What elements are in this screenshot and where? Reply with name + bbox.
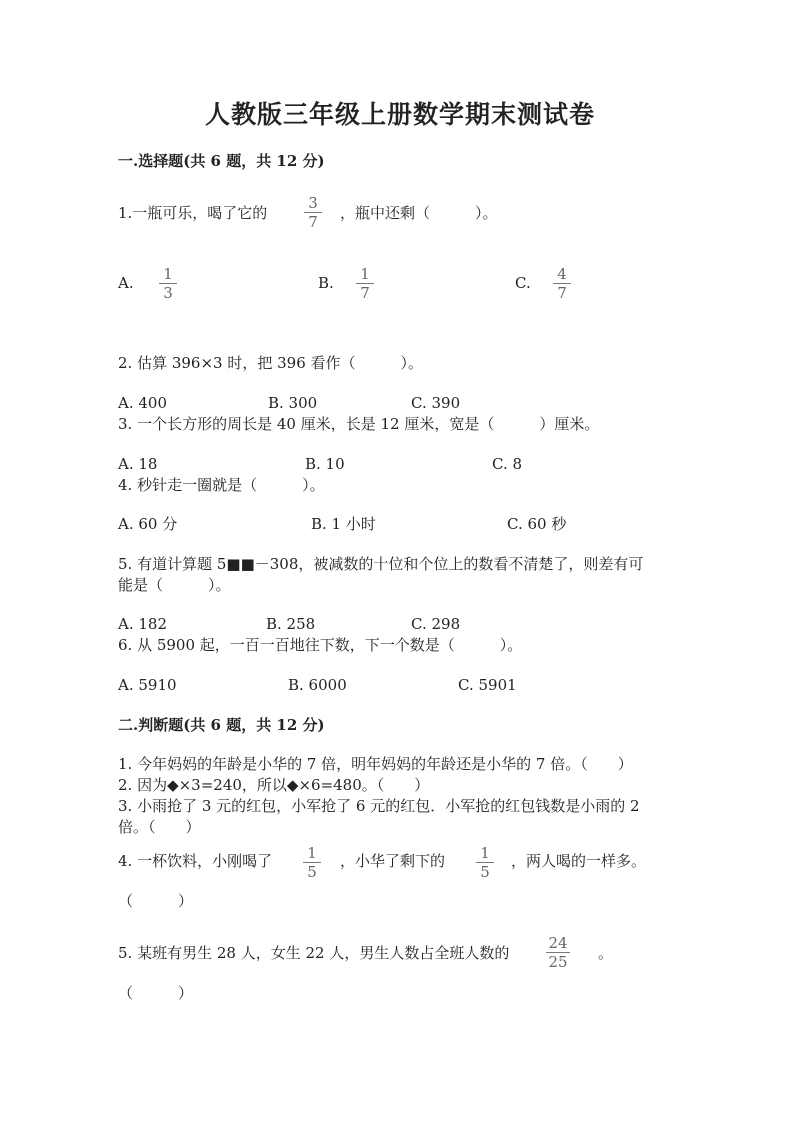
- q5-text-line2: 能是（ ）。: [118, 576, 231, 594]
- q4-option-b: B. 1 小时: [311, 515, 376, 533]
- q1-option-b-fraction: 1 7: [354, 266, 376, 301]
- q4-option-c: C. 60 秒: [507, 515, 567, 533]
- q5-option-b: B. 258: [266, 615, 316, 633]
- q1-text-post: ，瓶中还剩（ ）。: [340, 204, 498, 222]
- q3-option-a: A. 18: [118, 455, 158, 473]
- judge-q3-text-line1: 3. 小雨抢了 3 元的红包，小军抢了 6 元的红包．小军抢的红包钱数是小雨的 2: [118, 797, 640, 815]
- judge-q4-text-post: ，两人喝的一样多。: [511, 852, 647, 870]
- q1-option-c-label: C.: [515, 274, 531, 292]
- q5-text-line1: 5. 有道计算题 5■■－308，被减数的十位和个位上的数看不清楚了，则差有可: [118, 555, 644, 573]
- q3-option-c: C. 8: [492, 455, 523, 473]
- q6-text: 6. 从 5900 起，一百一百地往下数，下一个数是（ ）。: [118, 636, 523, 654]
- judge-q1-text: 1. 今年妈妈的年龄是小华的 7 倍，明年妈妈的年龄还是小华的 7 倍。（ ）: [118, 755, 633, 773]
- judge-q4-blank: （ ）: [118, 892, 194, 910]
- q2-text: 2. 估算 396×3 时，把 396 看作（ ）。: [118, 354, 424, 372]
- judge-q5-blank: （ ）: [118, 984, 194, 1002]
- q1-option-c-fraction: 4 7: [551, 266, 573, 301]
- q1-option-a-label: A.: [118, 274, 134, 292]
- judge-q5-fraction: 24 25: [544, 935, 572, 970]
- q6-option-c: C. 5901: [458, 676, 517, 694]
- q1-option-a-fraction: 1 3: [157, 266, 179, 301]
- q2-option-c: C. 390: [411, 394, 461, 412]
- judge-q5-text-pre: 5. 某班有男生 28 人，女生 22 人，男生人数占全班人数的: [118, 944, 510, 962]
- q5-option-c: C. 298: [411, 615, 461, 633]
- section-heading-choice: 一.选择题(共 6 题，共 12 分): [118, 152, 325, 170]
- q2-option-a: A. 400: [118, 394, 167, 412]
- judge-q4-text-mid: ，小华了剩下的: [340, 852, 446, 870]
- judge-q4-fraction-1: 1 5: [301, 845, 323, 880]
- judge-q3-text-line2: 倍。（ ）: [118, 818, 201, 836]
- q2-option-b: B. 300: [268, 394, 318, 412]
- q4-text: 4. 秒针走一圈就是（ ）。: [118, 476, 325, 494]
- judge-q2-text: 2. 因为◆×3=240，所以◆×6=480。（ ）: [118, 776, 430, 794]
- judge-q5-text-post: 。: [598, 944, 614, 962]
- q1-text-pre: 1.一瓶可乐，喝了它的: [118, 204, 268, 222]
- q5-option-a: A. 182: [118, 615, 167, 633]
- q3-text: 3. 一个长方形的周长是 40 厘米，长是 12 厘米，宽是（ ）厘米。: [118, 415, 600, 433]
- page-title: 人教版三年级上册数学期末测试卷: [204, 100, 595, 129]
- q6-option-b: B. 6000: [288, 676, 347, 694]
- q6-option-a: A. 5910: [118, 676, 177, 694]
- q4-option-a: A. 60 分: [118, 515, 178, 533]
- q1-option-b-label: B.: [318, 274, 334, 292]
- judge-q4-text-pre: 4. 一杯饮料，小刚喝了: [118, 852, 273, 870]
- q3-option-b: B. 10: [305, 455, 345, 473]
- q1-fraction: 3 7: [302, 195, 324, 230]
- judge-q4-fraction-2: 1 5: [474, 845, 496, 880]
- section-heading-judgment: 二.判断题(共 6 题，共 12 分): [118, 716, 325, 734]
